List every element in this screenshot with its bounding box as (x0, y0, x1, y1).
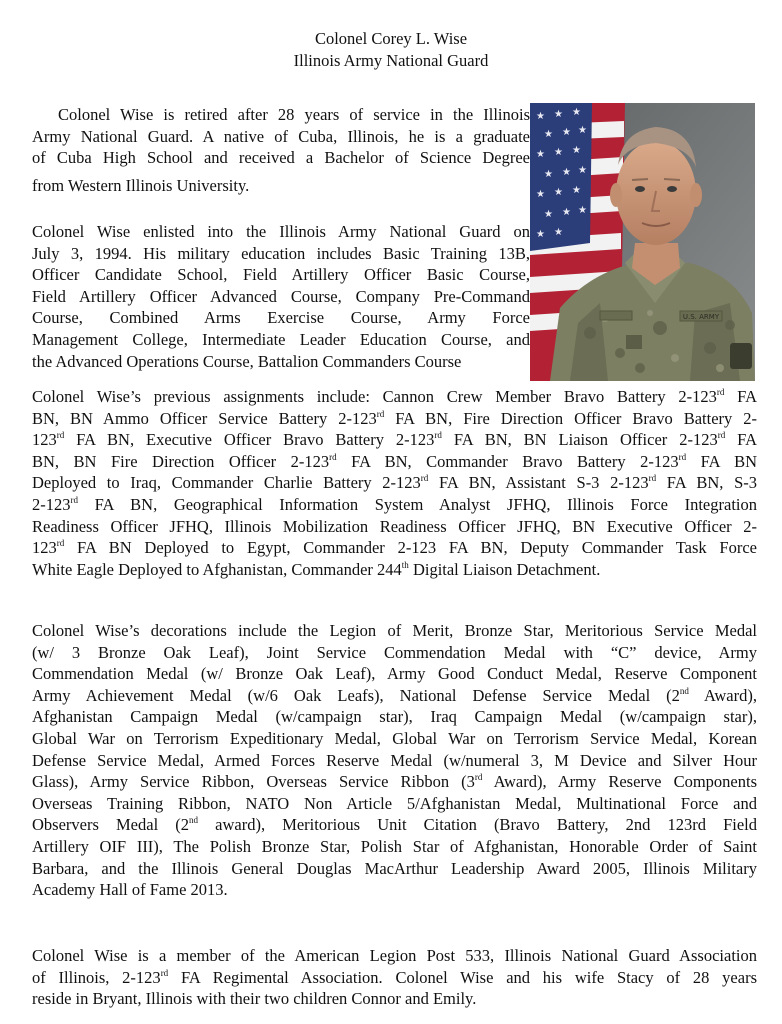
svg-text:★: ★ (572, 185, 581, 196)
memberships-paragraph: Colonel Wise is a member of the American Legion Post 533, Illinois National Guard Association of Illinois, 2-123rd FA Regimental Association. Colonel Wise and his wife Stacy of 28 years reside in Bryant, Illinois with their two children Connor and Emily. (32, 946, 757, 1009)
svg-text:★: ★ (554, 227, 563, 238)
svg-text:★: ★ (544, 129, 553, 140)
svg-text:★: ★ (554, 187, 563, 198)
svg-text:★: ★ (554, 109, 563, 120)
svg-text:★: ★ (562, 127, 571, 138)
svg-text:★: ★ (544, 169, 553, 180)
intro-paragraph: Colonel Wise is retired after 28 years of service in the Illinois Army National Guard. A native of Cuba, Illinois, he is a graduate of Cuba High School and received a Bachelor of Science Degree from Western Illinois University. (32, 105, 530, 195)
decorations-paragraph: Colonel Wise’s decorations include the Legion of Merit, Bronze Star, Meritorious Service Medal (w/ 3 Bronze Oak Leaf), Joint Service Commendation Medal with “C” device, Army Commendation Medal (w/ Bronze Oak Leaf), Army Good Conduct Medal, Reserve Component Army Achievement Medal (w/6 Oak Leafs), National Defense Service Medal (2nd Award), Afghanistan Campaign Medal (w/campaign star), Iraq Campaign Medal (w/campaign star), Global War on Terrorism Expeditionary Medal, Global War on Terrorism Service Medal, Korean Defense Service Medal, Armed Forces Reserve Medal (w/numeral 3, M Device and Silver Hour Glass), Army Service Ribbon, Overseas Service Ribbon (3rd Award), Army Reserve Components Overseas Training Ribbon, NATO Non Article 5/Afghanistan Medal, Multinational Force and Observers Medal (2nd award), Meritorious Unit Citation (Bravo Battery, 2nd 123rd Field Artillery OIF III), The Polish Bronze Star, Polish Star of Afghanistan, Honorable Order of Saint Barbara, and the Illinois General Douglas MacArthur Leadership Award 2005, Illinois Military Academy Hall of Fame 2013. (32, 621, 758, 900)
officer-name-title: Colonel Corey L. Wise (314, 29, 468, 48)
education-paragraph: Colonel Wise enlisted into the Illinois Army National Guard on July 3, 1994. His military education includes Basic Training 13B, Officer Candidate School, Field Artillery Officer Basic Course, Field Artillery Officer Advanced Course, Company Pre-Command Course, Combined Arms Exercise Course, Army Force Management College, Intermediate Leader Education Course, and the Advanced Operations Course, Battalion Commanders Course (32, 222, 530, 371)
svg-text:★: ★ (572, 145, 581, 156)
svg-text:★: ★ (536, 111, 545, 122)
svg-text:★: ★ (578, 205, 587, 216)
svg-text:★: ★ (536, 229, 545, 240)
svg-text:★: ★ (578, 125, 587, 136)
svg-text:★: ★ (536, 149, 545, 160)
svg-text:★: ★ (578, 165, 587, 176)
svg-text:★: ★ (544, 209, 553, 220)
svg-text:★: ★ (562, 207, 571, 218)
svg-text:U.S. ARMY: U.S. ARMY (682, 313, 720, 321)
svg-text:★: ★ (536, 189, 545, 200)
assignments-paragraph: Colonel Wise’s previous assignments include: Cannon Crew Member Bravo Battery 2-123rd FA BN, BN Ammo Officer Service Battery 2-123rd FA BN, Fire Direction Officer Bravo Battery 2- 123rd FA BN, Executive Officer Bravo Battery 2-123rd FA BN, BN Liaison Officer 2-123rd FA BN, BN Fire Direction Officer 2-123rd FA BN, Commander Bravo Battery 2-123rd FA BN Deployed to Iraq, Commander Charlie Battery 2-123rd FA BN, Assistant S-3 2-123rd FA BN, S-3 2-123rd FA BN, Geographical Information System Analyst JFHQ, Illinois Force Integration Readiness Officer JFHQ, Illinois Mobilization Readiness Officer JFHQ, BN Executive Officer 2- 123rd FA BN Deployed to Egypt, Commander 2-123 FA BN, Deputy Commander Task Force White Eagle Deployed to Afghanistan, Commander 244th Digital Liaison Detachment. (32, 387, 758, 579)
unit-title: Illinois Army National Guard (293, 51, 489, 70)
portrait-photo (530, 103, 755, 381)
document-header (0, 28, 782, 72)
svg-text:★: ★ (572, 107, 581, 118)
svg-text:★: ★ (554, 147, 563, 158)
svg-text:★: ★ (562, 167, 571, 178)
